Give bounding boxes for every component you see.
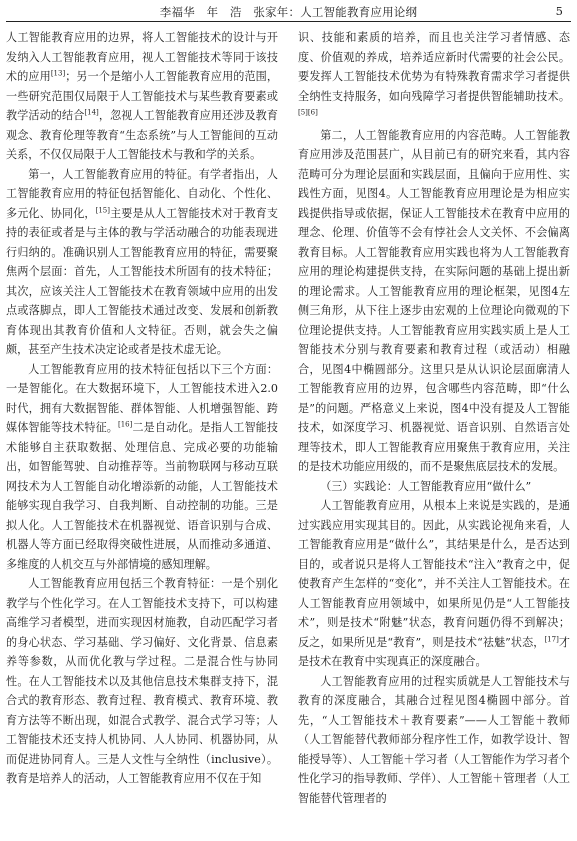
running-header (0, 0, 577, 22)
paragraph: 人工智能教育应用的技术特征包括以下三个方面：一是智能化。在大数据环境下，人工智能技术进入2.0时代，拥有大数据智能、群体智能、人机增强智能、跨媒体智能等技术特征。[16]二是自动化。是指人工智能技术能够自主获取数据、处理信息、完成必要的功能输出，如智能驾驶、自动推荐等。当前物联网与移动互联网技术为人工智能自动化增添新的动能，人工智能技术能够实现自我学习、自我判断、自动控制的功能。三是拟人化。人工智能技术在机器视觉、语音识别与合成、机器人等方面已经取得突破性进展，从而推动多通道、多维度的人机交互与外部情境的感知理解。 (6, 362, 278, 571)
left-column (6, 28, 278, 836)
paragraph: 识、技能和素质的培养，而且也关注学习者情感、态度、价值观的养成，培养适应新时代需要的社会公民。要发挥人工智能技术优势为有特殊教育需求学习者提供全纳性支持服务，如向残障学习者提供智能辅助技术。[5][6] (298, 31, 570, 117)
citation: [16] (118, 420, 133, 429)
citation: [17] (544, 634, 559, 643)
paragraph: 人工智能教育应用的边界，将人工智能技术的设计与开发纳入人工智能教育应用，视人工智能技术等同于该技术的应用[13]；另一个是缩小人工智能教育应用的范围，一些研究范围仅局限于人工智能技术与某些教育要素或教学活动的结合[14]，忽视人工智能教育应用还涉及教育观念、教育伦理等教育“生态系统”与人工智能间的互动关系，不仅仅局限于人工智能技术与教和学的关系。 (6, 31, 278, 161)
citation: [13] (50, 69, 66, 78)
paragraph: 人工智能教育应用包括三个教育特征：一是个别化教学与个性化学习。在人工智能技术支持下，可以构建高维学习者模型，进而实现因材施教，自动匹配学习者的身心状态、学习基础、学习偏好、文化背景、信息素养等参数，从而优化教与学过程。二是混合性与协同性。在人工智能技术以及其他信息技术集群支持下，混合式的教育形态、教育过程、教育模式、教育环境、教育方法等不断出现，如混合式教学、混合式学习等；人工智能技术还支持人机协同、人人协同、机器协同，从而促进协同育人。三是人文性与全纳性（inclusive）。教育是培养人的活动，人工智能教育应用不仅在于知 (6, 577, 278, 785)
page-number: 5 (555, 4, 563, 18)
paragraph: 第一，人工智能教育应用的特征。有学者指出，人工智能教育应用的特征包括智能化、自动化、个性化、多元化、协同化，[15]主要是从人工智能技术对于教育支持的表征或者是与主体的教与学活动融合的功能表现进行归纳的。准确识别人工智能教育应用的特征，需要聚焦两个层面：首先，人工智能技术所固有的技术特征；其次，应该关注人工智能技术在教育领域中应用的出发点或落脚点，即人工智能技术通过改变、发展和创新教育体现出其教育价值和人文特征。否则，就会失之偏颇，甚至产生技术决定论或者是技术虚无论。 (6, 167, 278, 356)
paragraph: 人工智能教育应用，从根本上来说是实践的，是通过实践应用实现其目的。因此，从实践论视角来看，人工智能教育应用是“做什么”，其结果是什么，是否达到目的，或者说只是将人工智能技术“注入”教育之中，促使教育产生怎样的“变化”，并不关注人工智能技术。在人工智能教育应用领域中，如果所见仍是“人工智能技术”，则是技术“附魅”状态，教育问题仍得不到解决；反之，如果所见是“教育”，则是技术“祛魅”状态，[17]才是技术在教育中实现真正的深度融合。 (298, 499, 570, 668)
section-heading: （三）实践论：人工智能教育应用“做什么” (320, 479, 532, 493)
right-column (298, 28, 570, 836)
header-divider (6, 21, 571, 22)
running-header-title: 李福华 年 浩 张家年：人工智能教育应用论纲 (159, 5, 418, 19)
citation: [15] (95, 205, 110, 214)
paragraph: 人工智能教育应用的过程实质就是人工智能技术与教育的深度融合，其融合过程见图4椭圆中部分。首先，“人工智能技术＋教育要素”——人工智能＋教师（人工智能替代教师部分程序性工作，如教学设计、智能授导等）、人工智能＋学习者（人工智能作为学习者个性化学习的指导教师、学伴）、人工智能＋管理者（人工智能替代管理者的 (298, 674, 570, 805)
paragraph: 第二，人工智能教育应用的内容范畴。人工智能教育应用涉及范围甚广，从目前已有的研究来看，其内容范畴可分为理论层面和实践层面，且偏向于应用性、实践性方面，见图4。人工智能教育应用理论是为相应实践提供指导或依据，保证人工智能技术在教育中应用的理念、伦理、价值等不会有悖社会人文关怀、不会偏离教育目标。人工智能教育应用实践也将为人工智能教育应用的理论构建提供支持，在实际问题的基础上提出新的理论需求。人工智能教育应用的理论框架，见图4左侧三角形，从下往上逐步由宏观的上位理论向微观的下位理论提供支持。人工智能教育应用实践实质上是人工智能技术分别与教育要素和教育过程（或活动）相融合，见图4中椭圆部分。这里只是从认识论层面廓清人工智能教育应用的边界，包含哪些内容范畴，即“什么是”的问题。严格意义上来说，图4中没有提及人工智能技术，如深度学习、机器视觉、语音识别、自然语言处理等技术，即人工智能教育应用聚焦于教育应用，关注的是技术功能应用级的，而不是聚焦底层技术的发展。 (298, 128, 570, 473)
citation: [14] (84, 108, 99, 117)
citation: [5][6] (298, 108, 318, 117)
